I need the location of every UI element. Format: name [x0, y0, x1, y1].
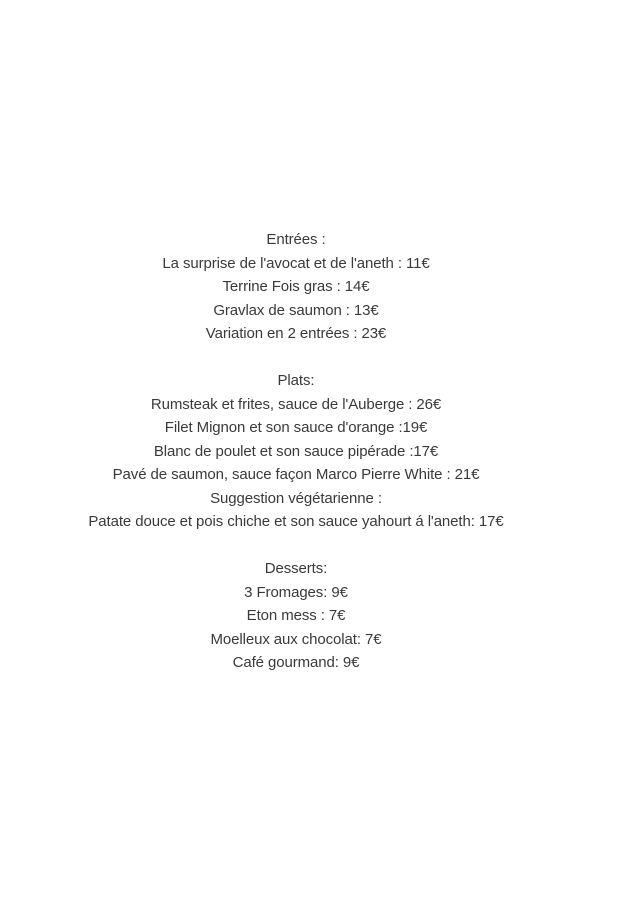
menu-item: Rumsteak et frites, sauce de l'Auberge : 26€	[150, 395, 442, 413]
menu-item: Terrine Fois gras : 14€	[222, 278, 370, 295]
menu-card	[0, 228, 592, 675]
menu-item: Eton mess : 7€	[246, 607, 346, 624]
section-entrees	[0, 228, 592, 346]
section-title-plats: Plats:	[277, 372, 315, 389]
menu-item: Blanc de poulet et son sauce pipérade :17€	[153, 442, 439, 460]
menu-item: Variation en 2 entrées : 23€	[205, 325, 387, 342]
menu-item: Moelleux aux chocolat: 7€	[210, 630, 382, 648]
menu-item: 3 Fromages: 9€	[244, 583, 348, 601]
menu-subheading-vegetarian: Suggestion végétarienne :	[210, 489, 382, 507]
menu-item: Gravlax de saumon : 13€	[213, 301, 379, 319]
menu-item: Café gourmand: 9€	[232, 654, 360, 671]
section-plats	[0, 369, 592, 534]
menu-item: Filet Mignon et son sauce d'orange :19€	[164, 419, 428, 436]
section-title-entrees: Entrées :	[266, 231, 326, 248]
section-title-desserts: Desserts:	[264, 560, 328, 577]
menu-item: La surprise de l'avocat et de l'aneth : 11€	[162, 254, 430, 272]
menu-item: Pavé de saumon, sauce façon Marco Pierre White : 21€	[112, 466, 480, 483]
section-desserts	[0, 557, 592, 675]
menu-item: Patate douce et pois chiche et son sauce yahourt á l'aneth: 17€	[88, 513, 504, 530]
